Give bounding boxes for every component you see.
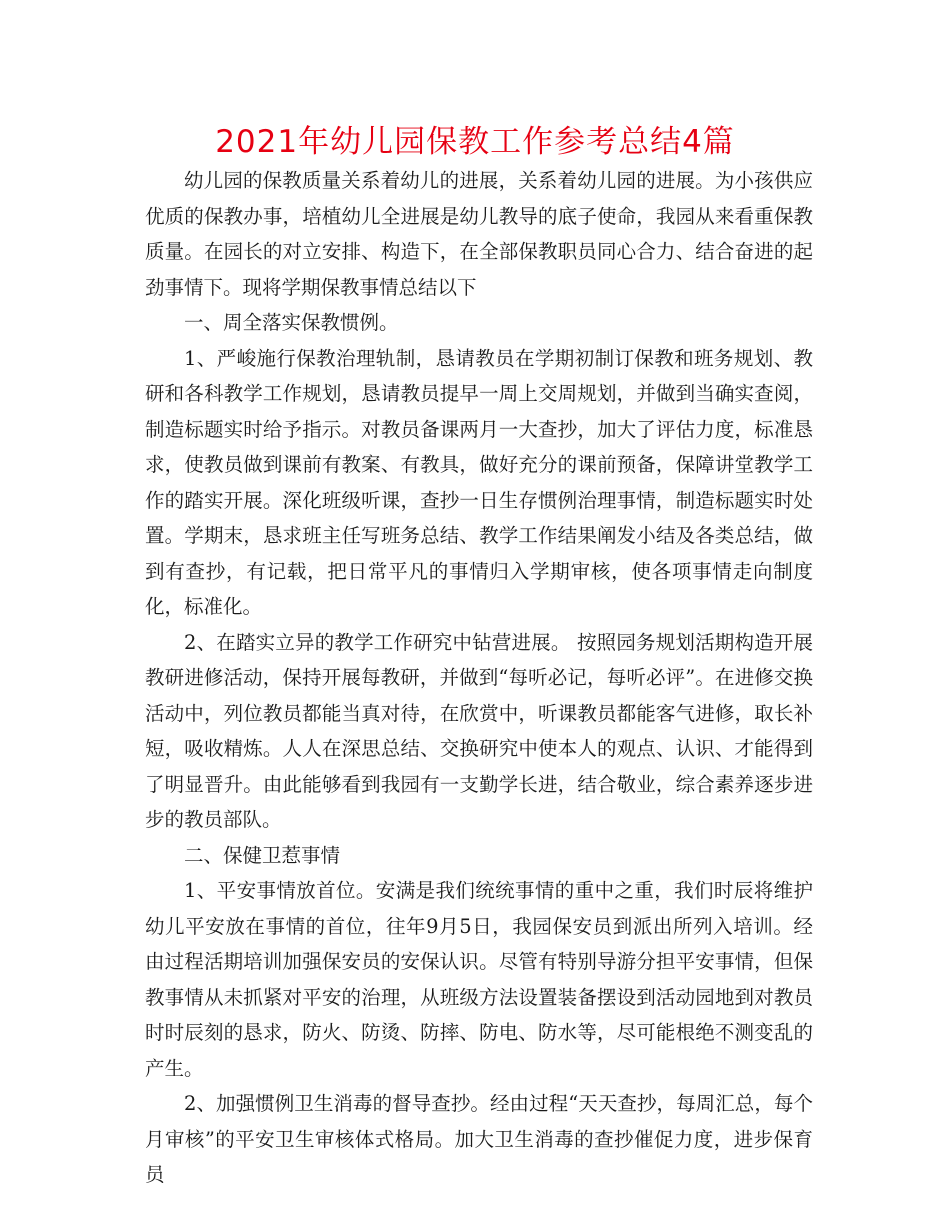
document-body xyxy=(145,163,813,1193)
paragraph-intro: 幼儿园的保教质量关系着幼儿的进展，关系着幼儿园的进展。为小孩供应优质的保教办事，培植幼儿全进展是幼儿教导的底子使命，我园从来看重保教质量。在园长的对立安排、构造下，在全部保教职员同心合力、结合奋进的起劲事情下。现将学期保教事情总结以下 xyxy=(145,169,813,299)
section-heading-2: 二、保健卫惹事情 xyxy=(184,843,341,867)
section-heading-1: 一、周全落实保教惯例。 xyxy=(184,311,399,334)
document-title: 2021年幼儿园保教工作参考总结4篇 xyxy=(215,124,735,160)
paragraph-1-1: 1、严峻施行保教治理轨制，恳请教员在学期初制订保教和班务规划、教研和各科教学工作规划，恳请教员提早一周上交周规划，并做到当确实查阅，制造标题实时给予指示。对教员备课两月一大查抄，加大了评估力度，标准恳求，使教员做到课前有教案、有教具，做好充分的课前预备，保障讲堂教学工作的踏实开展。深化班级听课，查抄一日生存惯例治理事情，制造标题实时处置。学期末，恳求班主任写班务总结、教学工作结果阐发小结及各类总结，做到有查抄，有记载，把日常平凡的事情归入学期审核，使各项事情走向制度化，标准化。 xyxy=(145,346,813,618)
paragraph-1-2: 2、在踏实立异的教学工作研究中钻营进展。 按照园务规划活期构造开展教研进修活动，保持开展每教研，并做到“每听必记，每听必评”。在进修交换活动中，列位教员都能当真对待，在欣赏中，听课教员都能客气进修，取长补短，吸收精炼。人人在深思总结、交换研究中使本人的观点、认识、才能得到了明显晋升。由此能够看到我园有一支勤学长进，结合敬业，综合素养逐步进步的教员部队。 xyxy=(145,630,813,831)
paragraph-2-1: 1、平安事情放首位。安满是我们统统事情的重中之重，我们时辰将维护幼儿平安放在事情的首位，往年9月5日，我园保安员到派出所列入培训。经由过程活期培训加强保安员的安保认识。尽管有特别导游分担平安事情，但保教事情从未抓紧对平安的治理，从班级方法设置装备摆设到活动园地到对教员时时辰刻的恳求，防火、防烫、防摔、防电、防水等，尽可能根绝不测变乱的产生。 xyxy=(145,879,813,1080)
paragraph-2-2: 2、加强惯例卫生消毒的督导查抄。经由过程“天天查抄，每周汇总，每个月审核”的平安卫生审核体式格局。加大卫生消毒的查抄催促力度，进步保育员 xyxy=(145,1092,813,1186)
